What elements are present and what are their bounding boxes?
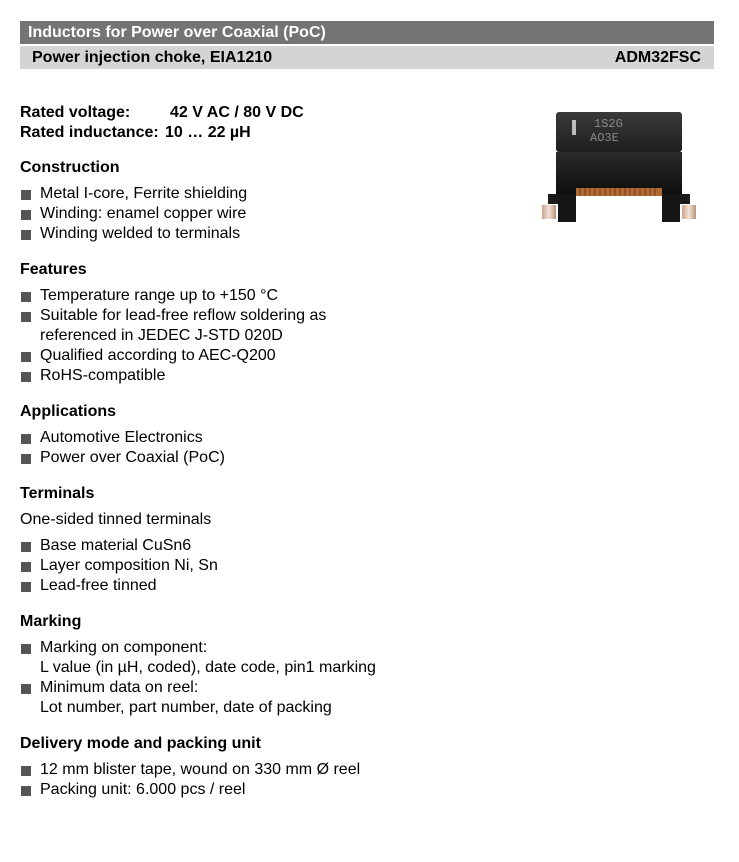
marking-line-2: AO3E xyxy=(590,131,619,145)
list-item: Power over Coaxial (PoC) xyxy=(20,448,225,468)
terminals-heading: Terminals xyxy=(20,485,95,502)
list-item: Layer composition Ni, Sn xyxy=(20,556,218,576)
list-item: Winding welded to terminals xyxy=(20,224,247,244)
list-item: Minimum data on reel: Lot number, part number, date of packing xyxy=(20,678,376,718)
list-item: Metal I-core, Ferrite shielding xyxy=(20,184,247,204)
rated-voltage-label: Rated voltage: xyxy=(20,104,131,121)
delivery-heading: Delivery mode and packing unit xyxy=(20,735,261,752)
list-item: 12 mm blister tape, wound on 330 mm Ø reel xyxy=(20,760,360,780)
rated-inductance-label: Rated inductance: xyxy=(20,124,159,141)
list-item: Qualified according to AEC-Q200 xyxy=(20,346,326,366)
component-photo xyxy=(536,100,708,230)
construction-section xyxy=(20,158,247,244)
ratings-block xyxy=(20,103,304,143)
list-item: Base material CuSn6 xyxy=(20,536,218,556)
applications-heading: Applications xyxy=(20,403,117,420)
list-item: Suitable for lead-free reflow soldering as referenced in JEDEC J-STD 020D xyxy=(20,306,326,346)
terminals-intro: One-sided tinned terminals xyxy=(20,511,212,528)
construction-heading: Construction xyxy=(20,159,120,176)
list-item: Automotive Electronics xyxy=(20,428,225,448)
product-line-title: Power injection choke, EIA1210 xyxy=(32,49,273,66)
rated-inductance-value: 10 … 22 µH xyxy=(165,124,251,141)
list-item: Marking on component: L value (in µH, coded), date code, pin1 marking xyxy=(20,638,376,678)
marking-heading: Marking xyxy=(20,613,82,630)
rated-voltage-value: 42 V AC / 80 V DC xyxy=(170,104,304,121)
part-number: ADM32FSC xyxy=(614,49,701,66)
category-header-bar xyxy=(20,21,714,44)
product-header-bar xyxy=(20,46,714,69)
list-item: RoHS-compatible xyxy=(20,366,326,386)
features-section xyxy=(20,260,326,386)
applications-section xyxy=(20,402,225,468)
list-item: Packing unit: 6.000 pcs / reel xyxy=(20,780,360,800)
list-item: Lead-free tinned xyxy=(20,576,218,596)
delivery-section xyxy=(20,734,360,800)
marking-line-1: 1S2G xyxy=(594,117,623,131)
category-title: Inductors for Power over Coaxial (PoC) xyxy=(28,24,326,41)
list-item: Temperature range up to +150 °C xyxy=(20,286,326,306)
terminals-section xyxy=(20,484,218,596)
features-heading: Features xyxy=(20,261,87,278)
list-item: Winding: enamel copper wire xyxy=(20,204,247,224)
marking-section xyxy=(20,612,376,718)
